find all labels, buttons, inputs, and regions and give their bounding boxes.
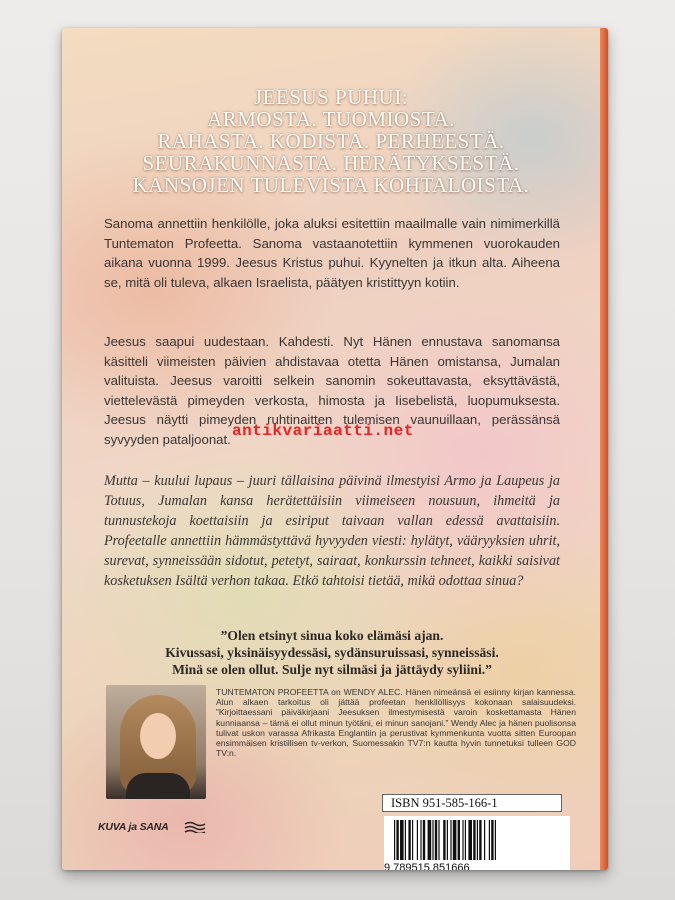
author-bio: TUNTEMATON PROFEETTA on WENDY ALEC. Hänen nimeänsä ei esiinny kirjan kannessa. Alun alkaen tarkoitus oli jättää profeetan henkilöllisyys kokonaan salaisuudeksi. ”Kirjoittaessani päiväkirjaani Jeesuksen ilmestymisestä varoin koskettamasta Hänen kunniaansa – tämä ei ollut minun työtäni, ei minun sanojani.” Wendy Alec ja hänen puolisonsa tulivat uskon varassa Afrikasta Englantiin ja perustivat kymmenkunta vuotta sitten Euroopan ensimmäisen kristillisen tv-verkon, Suomessakin TV7:n kautta hyvin tunnetuksi tulleen GOD TV:n. [216,687,576,759]
publisher-wave-icon [184,821,206,833]
heading-line: KANSOJEN TULEVISTA KOHTALOISTA. [132,173,530,197]
heading-line: JEESUS PUHUI: [253,85,409,109]
author-face [140,713,176,759]
book-back-cover [62,28,608,870]
heading-line: SEURAKUNNASTA. HERÄTYKSESTÄ. [142,151,520,175]
paragraph-intro: Sanoma annettiin henkilölle, joka aluksi esitettiin maailmalle vain nimimerkillä Tuntematon Profeetta. Sanoma vastaanotettiin kymmenen vuorokauden aikana vuonna 1999. Jeesus Kristus puhui. Kyynelten ja itkun alta. Aiheena se, mitä oli tuleva, alkaen Israelista, päätyen kristittyyn kotiin. [104,216,560,290]
quote-block [102,628,562,678]
publisher-logo: KUVA ja SANA [98,821,169,833]
heading-line: ARMOSTA. TUOMIOSTA. [207,107,455,131]
author-photo [106,685,206,799]
barcode-digits: 9 789515 851666 [384,862,470,870]
heading-line: RAHASTA. KODISTA. PERHEESTÄ. [157,129,505,153]
quote-line: Minä se olen ollut. Sulje nyt silmäsi ja jättäydy syliini.” [172,661,492,677]
quote-line: Kivussasi, yksinäisyydessäsi, sydänsuruissasi, synneissäsi. [165,644,499,660]
cover-heading [62,86,600,196]
quote-line: ”Olen etsinyt sinua koko elämäsi ajan. [220,628,444,643]
paragraph-second-coming: Jeesus saapui uudestaan. Kahdesti. Nyt Hänen ennustava sanomansa käsitteli viimeisten päivien ahdistavaa otetta Hänen omistansa, Jumalan valituista. Jeesus varoitti selkein sanomin sokeuttavasta, eksyttävästä, viettelevästä pimeyden verkosta, himosta ja Iisebelistä, luopumuksesta. Jeesus näytti pimeyden ruhtinaitten tulemisen vaunuillaan, perässänsä syvyyden pataljoonat. [104,334,560,447]
paragraph-promise: Mutta – kuului lupaus – juuri tällaisina päivinä ilmestyisi Armo ja Laupeus ja Totuus, Jumalan kansa herätettäisiin viimeiseen nousuun, ihmeitä ja tunnustekoja koettaisiin ja esiriput taivaan vallan edessä avattaisiin. Profeetalle annettiin hämmästyttävä hyvyyden viesti: hylätyt, vääryyksien uhrit, surevat, synneissään sidotut, petetyt, sairaat, konkurssin tehneet, kaikki saisivat kosketuksen Isältä verhon takaa. Etkö tahtoisi tietää, mikä odottaa sinua? [104,473,560,589]
isbn-label: ISBN 951-585-166-1 [382,794,562,812]
barcode [384,816,570,870]
cover-background [62,28,600,870]
spine-edge [600,28,608,870]
barcode-bars [384,816,570,862]
author-shirt [126,773,190,799]
watermark: antikvariaatti.net [232,422,414,440]
